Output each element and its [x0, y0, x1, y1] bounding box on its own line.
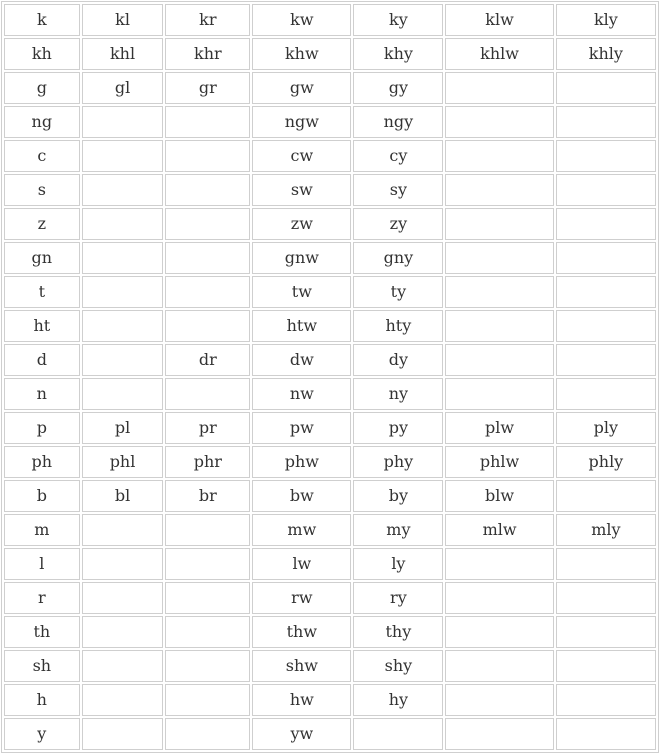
table-cell: gny: [353, 242, 443, 274]
table-cell: [353, 718, 443, 750]
table-cell: by: [353, 480, 443, 512]
table-cell: [556, 106, 656, 138]
table-cell: gn: [4, 242, 80, 274]
table-cell: mw: [252, 514, 351, 546]
table-cell: [556, 174, 656, 206]
table-cell: gl: [82, 72, 164, 104]
table-cell: [445, 106, 553, 138]
table-row: [4, 140, 656, 172]
table-cell: [82, 718, 164, 750]
table-cell: kr: [165, 4, 250, 36]
table-row: [4, 684, 656, 716]
table-cell: pl: [82, 412, 164, 444]
table-cell: ht: [4, 310, 80, 342]
table-cell: kw: [252, 4, 351, 36]
table-cell: [445, 548, 553, 580]
table-cell: [445, 310, 553, 342]
table-cell: [165, 582, 250, 614]
table-cell: shw: [252, 650, 351, 682]
table-row: [4, 548, 656, 580]
table-cell: [82, 310, 164, 342]
table-cell: l: [4, 548, 80, 580]
table-cell: ty: [353, 276, 443, 308]
table-cell: thy: [353, 616, 443, 648]
table-cell: khl: [82, 38, 164, 70]
table-cell: shy: [353, 650, 443, 682]
table-cell: thw: [252, 616, 351, 648]
table-cell: [165, 174, 250, 206]
table-cell: phl: [82, 446, 164, 478]
table-cell: ly: [353, 548, 443, 580]
table-cell: yw: [252, 718, 351, 750]
table-row: [4, 174, 656, 206]
table-cell: th: [4, 616, 80, 648]
table-cell: [82, 616, 164, 648]
table-cell: c: [4, 140, 80, 172]
table-cell: k: [4, 4, 80, 36]
table-cell: khr: [165, 38, 250, 70]
table-cell: [556, 72, 656, 104]
table-cell: [445, 140, 553, 172]
table-row: [4, 718, 656, 750]
table-cell: [82, 174, 164, 206]
table-cell: hy: [353, 684, 443, 716]
table-cell: mly: [556, 514, 656, 546]
table-cell: g: [4, 72, 80, 104]
table-cell: [556, 140, 656, 172]
table-cell: phy: [353, 446, 443, 478]
table-cell: [165, 208, 250, 240]
table-cell: [165, 106, 250, 138]
table-cell: gnw: [252, 242, 351, 274]
table-cell: ngy: [353, 106, 443, 138]
table-cell: [445, 208, 553, 240]
table-cell: khly: [556, 38, 656, 70]
table-cell: hty: [353, 310, 443, 342]
table-cell: khw: [252, 38, 351, 70]
table-cell: nw: [252, 378, 351, 410]
table-cell: n: [4, 378, 80, 410]
table-cell: [165, 650, 250, 682]
table-cell: [165, 718, 250, 750]
table-cell: z: [4, 208, 80, 240]
table-cell: ny: [353, 378, 443, 410]
table-cell: cy: [353, 140, 443, 172]
table-cell: plw: [445, 412, 553, 444]
table-cell: cw: [252, 140, 351, 172]
table-cell: pw: [252, 412, 351, 444]
table-cell: [445, 276, 553, 308]
table-cell: [165, 684, 250, 716]
table-cell: phw: [252, 446, 351, 478]
table-cell: [556, 208, 656, 240]
table-cell: [556, 718, 656, 750]
table-cell: [82, 684, 164, 716]
table-cell: rw: [252, 582, 351, 614]
table-cell: dr: [165, 344, 250, 376]
table-row: [4, 650, 656, 682]
table-cell: [556, 310, 656, 342]
table-cell: [82, 208, 164, 240]
table-row: [4, 412, 656, 444]
table-row: [4, 344, 656, 376]
table-row: [4, 446, 656, 478]
table-cell: zy: [353, 208, 443, 240]
table-row: [4, 310, 656, 342]
table-cell: p: [4, 412, 80, 444]
table-cell: m: [4, 514, 80, 546]
table-cell: phr: [165, 446, 250, 478]
table-row: [4, 208, 656, 240]
table-cell: gr: [165, 72, 250, 104]
table-cell: s: [4, 174, 80, 206]
table-cell: [445, 582, 553, 614]
table-cell: [556, 276, 656, 308]
table-cell: [445, 174, 553, 206]
table-cell: r: [4, 582, 80, 614]
table-cell: [445, 616, 553, 648]
table-cell: d: [4, 344, 80, 376]
table-cell: [165, 242, 250, 274]
table-cell: [556, 616, 656, 648]
table-cell: [165, 514, 250, 546]
table-cell: dy: [353, 344, 443, 376]
table-cell: [82, 650, 164, 682]
table-cell: [165, 140, 250, 172]
table-cell: kly: [556, 4, 656, 36]
table-cell: ky: [353, 4, 443, 36]
table-cell: [556, 548, 656, 580]
table-cell: htw: [252, 310, 351, 342]
table-cell: mlw: [445, 514, 553, 546]
table-cell: py: [353, 412, 443, 444]
table-cell: [165, 276, 250, 308]
table-cell: [556, 480, 656, 512]
table-cell: [82, 106, 164, 138]
consonant-cluster-table: [1, 1, 659, 753]
table-cell: [82, 344, 164, 376]
table-cell: klw: [445, 4, 553, 36]
table-cell: [165, 616, 250, 648]
table-cell: [445, 344, 553, 376]
table-row: [4, 106, 656, 138]
table-cell: [445, 684, 553, 716]
table-row: [4, 480, 656, 512]
table-cell: khlw: [445, 38, 553, 70]
table-cell: tw: [252, 276, 351, 308]
table-cell: br: [165, 480, 250, 512]
table-cell: [445, 650, 553, 682]
table-cell: sw: [252, 174, 351, 206]
table-cell: y: [4, 718, 80, 750]
table-row: [4, 378, 656, 410]
table-cell: h: [4, 684, 80, 716]
table-cell: [82, 514, 164, 546]
table-cell: pr: [165, 412, 250, 444]
table-cell: khy: [353, 38, 443, 70]
table-cell: [556, 242, 656, 274]
table-cell: ng: [4, 106, 80, 138]
table-cell: [82, 140, 164, 172]
table-cell: [556, 378, 656, 410]
table-row: [4, 582, 656, 614]
table-cell: [82, 242, 164, 274]
table-cell: [165, 310, 250, 342]
table-row: [4, 38, 656, 70]
table-row: [4, 242, 656, 274]
table-cell: hw: [252, 684, 351, 716]
table-cell: lw: [252, 548, 351, 580]
table-cell: sy: [353, 174, 443, 206]
table-cell: [556, 650, 656, 682]
table-cell: phly: [556, 446, 656, 478]
table-cell: [445, 72, 553, 104]
table-cell: kl: [82, 4, 164, 36]
table-row: [4, 276, 656, 308]
table-cell: dw: [252, 344, 351, 376]
table-body: [4, 4, 656, 750]
table-cell: ry: [353, 582, 443, 614]
table-cell: [445, 242, 553, 274]
table-cell: [82, 582, 164, 614]
table-cell: gw: [252, 72, 351, 104]
table-cell: b: [4, 480, 80, 512]
table-cell: kh: [4, 38, 80, 70]
table-cell: [556, 344, 656, 376]
table-cell: zw: [252, 208, 351, 240]
table-cell: ph: [4, 446, 80, 478]
table-cell: ngw: [252, 106, 351, 138]
table-cell: [82, 378, 164, 410]
table-row: [4, 514, 656, 546]
table-row: [4, 4, 656, 36]
table-cell: [556, 684, 656, 716]
table-cell: [445, 718, 553, 750]
table-cell: [82, 276, 164, 308]
table-cell: [556, 582, 656, 614]
table-cell: [82, 548, 164, 580]
table-cell: gy: [353, 72, 443, 104]
table-cell: sh: [4, 650, 80, 682]
table-row: [4, 72, 656, 104]
table-cell: bw: [252, 480, 351, 512]
table-cell: my: [353, 514, 443, 546]
table-cell: [165, 548, 250, 580]
table-cell: [165, 378, 250, 410]
table-cell: blw: [445, 480, 553, 512]
table-cell: ply: [556, 412, 656, 444]
table-row: [4, 616, 656, 648]
table-cell: [445, 378, 553, 410]
table-cell: bl: [82, 480, 164, 512]
table-cell: t: [4, 276, 80, 308]
table-cell: phlw: [445, 446, 553, 478]
